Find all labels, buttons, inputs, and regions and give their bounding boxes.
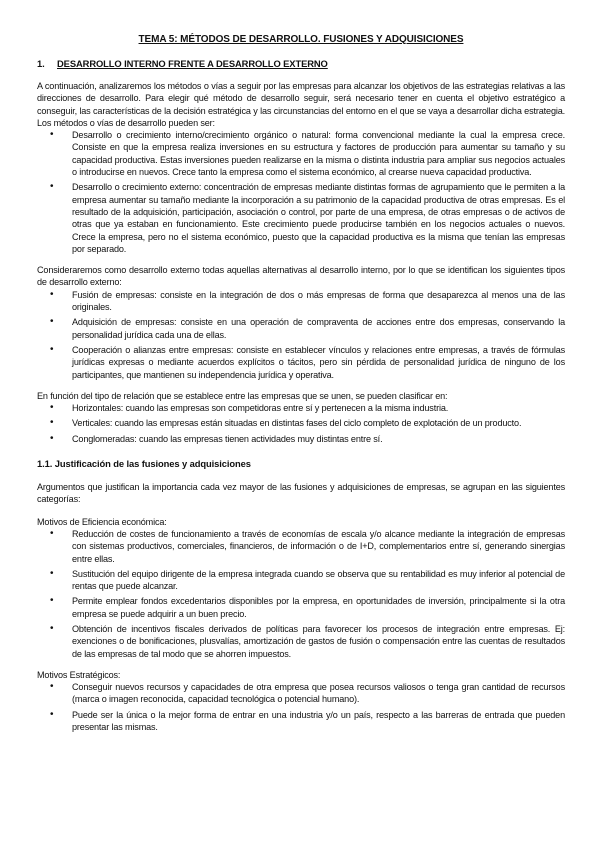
list-item: • Permite emplear fondos excedentarios disponibles por la empresa, en oportunidades de inversión, principalmente si la otra empresa se puede adquirir a un buen precio.	[72, 595, 565, 620]
list-item: • Puede ser la única o la mejor forma de entrar en una industria y/o un país, respecto a las barreras de entrada que pueden presentar las mismas.	[72, 709, 565, 734]
list-item: • Obtención de incentivos fiscales derivados de políticas para favorecer los procesos de integración entre empresas. Ej: exenciones o de bonificaciones, plusvalías, amortización de gastos de fusión o compensación entre las cuentas de resultados de las empresas de tal modo que se ahorren impuestos.	[72, 623, 565, 660]
section-title: DESARROLLO INTERNO FRENTE A DESARROLLO EXTERNO	[57, 58, 328, 69]
external-intro: Consideraremos como desarrollo externo todas aquellas alternativas al desarrollo interno, por lo que se identifican los siguientes tipos de desarrollo externo:	[37, 265, 565, 288]
relation-intro: En función del tipo de relación que se establece entre las empresas que se unen, se pueden clasificar en:	[37, 390, 448, 401]
list-item: • Conglomeradas: cuando las empresas tienen actividades muy distintas entre sí.	[72, 433, 565, 445]
efficiency-list	[37, 528, 565, 660]
list-item: • Fusión de empresas: consiste en la integración de dos o más empresas de forma que desaparezca al menos una de las originales.	[72, 289, 565, 314]
list-item: • Adquisición de empresas: consiste en una operación de compraventa de acciones entre dos empresas, conservando la personalidad jurídica cada una de ellas.	[72, 316, 565, 341]
strategic-label: Motivos Estratégicos:	[37, 669, 121, 680]
methods-list	[37, 129, 565, 255]
list-item: • Sustitución del equipo dirigente de la empresa integrada cuando se observa que su rentabilidad es muy inferior al potencial de rentas que puede alcanzar.	[72, 568, 565, 593]
list-item: • Cooperación o alianzas entre empresas: consiste en establecer vínculos y relaciones entre empresas, a través de fórmulas jurídicas expresas o mediante acuerdos explícitos o tácitos, pero sin pérdida de personalidad jurídica de ninguno de los participantes, que mantienen su independencia jurídica y operativa.	[72, 344, 565, 381]
list-item: • Verticales: cuando las empresas están situadas en distintas fases del ciclo completo de explotación de un producto.	[72, 417, 565, 429]
list-item: • Desarrollo o crecimiento externo: concentración de empresas mediante distintas formas de agrupamiento que le permiten a la empresa aumentar su tamaño mediante la incorporación a su patrimonio de la capacidad productiva de otras empresas. Es el resultado de la adquisición, participación, asociación o control, por parte de una empresa, de otras empresas o de activos de otras que ya estaban en funcionamiento. Este crecimiento puede producirse también en los negocios actuales o nuevos. Crece la empresa, pero no el sistema económico, puesto que la capacidad productiva es la misma que tenían las empresas por separado.	[72, 181, 565, 255]
section-number: 1.	[37, 58, 45, 69]
relation-types-list	[37, 402, 565, 445]
list-item: • Reducción de costes de funcionamiento a través de economías de escala y/o alcance mediante la integración de empresas con sistemas productivos, comerciales, financieros, de información o de I+D, complementarios entre sí, generando sinergias entre ellas.	[72, 528, 565, 565]
document-page	[37, 34, 565, 742]
subsection-heading: 1.1. Justificación de las fusiones y adquisiciones	[37, 458, 251, 470]
page-title: TEMA 5: MÉTODOS DE DESARROLLO. FUSIONES Y ADQUISICIONES	[138, 34, 464, 45]
subsection-intro: Argumentos que justifican la importancia cada vez mayor de las fusiones y adquisiciones de empresas, se agrupan en las siguientes categorías:	[37, 482, 565, 505]
section-intro: A continuación, analizaremos los métodos o vías a seguir por las empresas para alcanzar los objetivos de las estrategias relativas a las direcciones de desarrollo. Para elegir qué método de desarrollo seguir, será necesario tener en cuenta el objetivo estratégico a conseguir, las características de la decisión estratégica y las circunstancias del entorno en el que se vaya a desarrollar dicha estrategia. Los métodos o vías de desarrollo pueden ser:	[37, 81, 565, 128]
list-item: • Conseguir nuevos recursos y capacidades de otra empresa que posea recursos valiosos o tenga gran cantidad de recursos (marca o imagen reconocida, capacidad tecnológica o potencial humano).	[72, 681, 565, 706]
section-heading	[37, 58, 565, 69]
strategic-list	[37, 681, 565, 733]
efficiency-label: Motivos de Eficiencia económica:	[37, 516, 167, 527]
list-item: • Horizontales: cuando las empresas son competidoras entre sí y pertenecen a la misma industria.	[72, 402, 565, 414]
external-types-list	[37, 289, 565, 381]
list-item: • Desarrollo o crecimiento interno/crecimiento orgánico o natural: forma convencional mediante la cual la empresa crece. Consiste en que la empresa realiza inversiones en su estructura y factores de producción para aumentar su tamaño y su capacidad productiva. Estas inversiones pueden realizarse en la misma o distinta industria para ampliar sus negocios actuales o introducirse en nuevos. Crece tanto la empresa como el sistema económico, al crearse nueva capacidad productiva.	[72, 129, 565, 178]
